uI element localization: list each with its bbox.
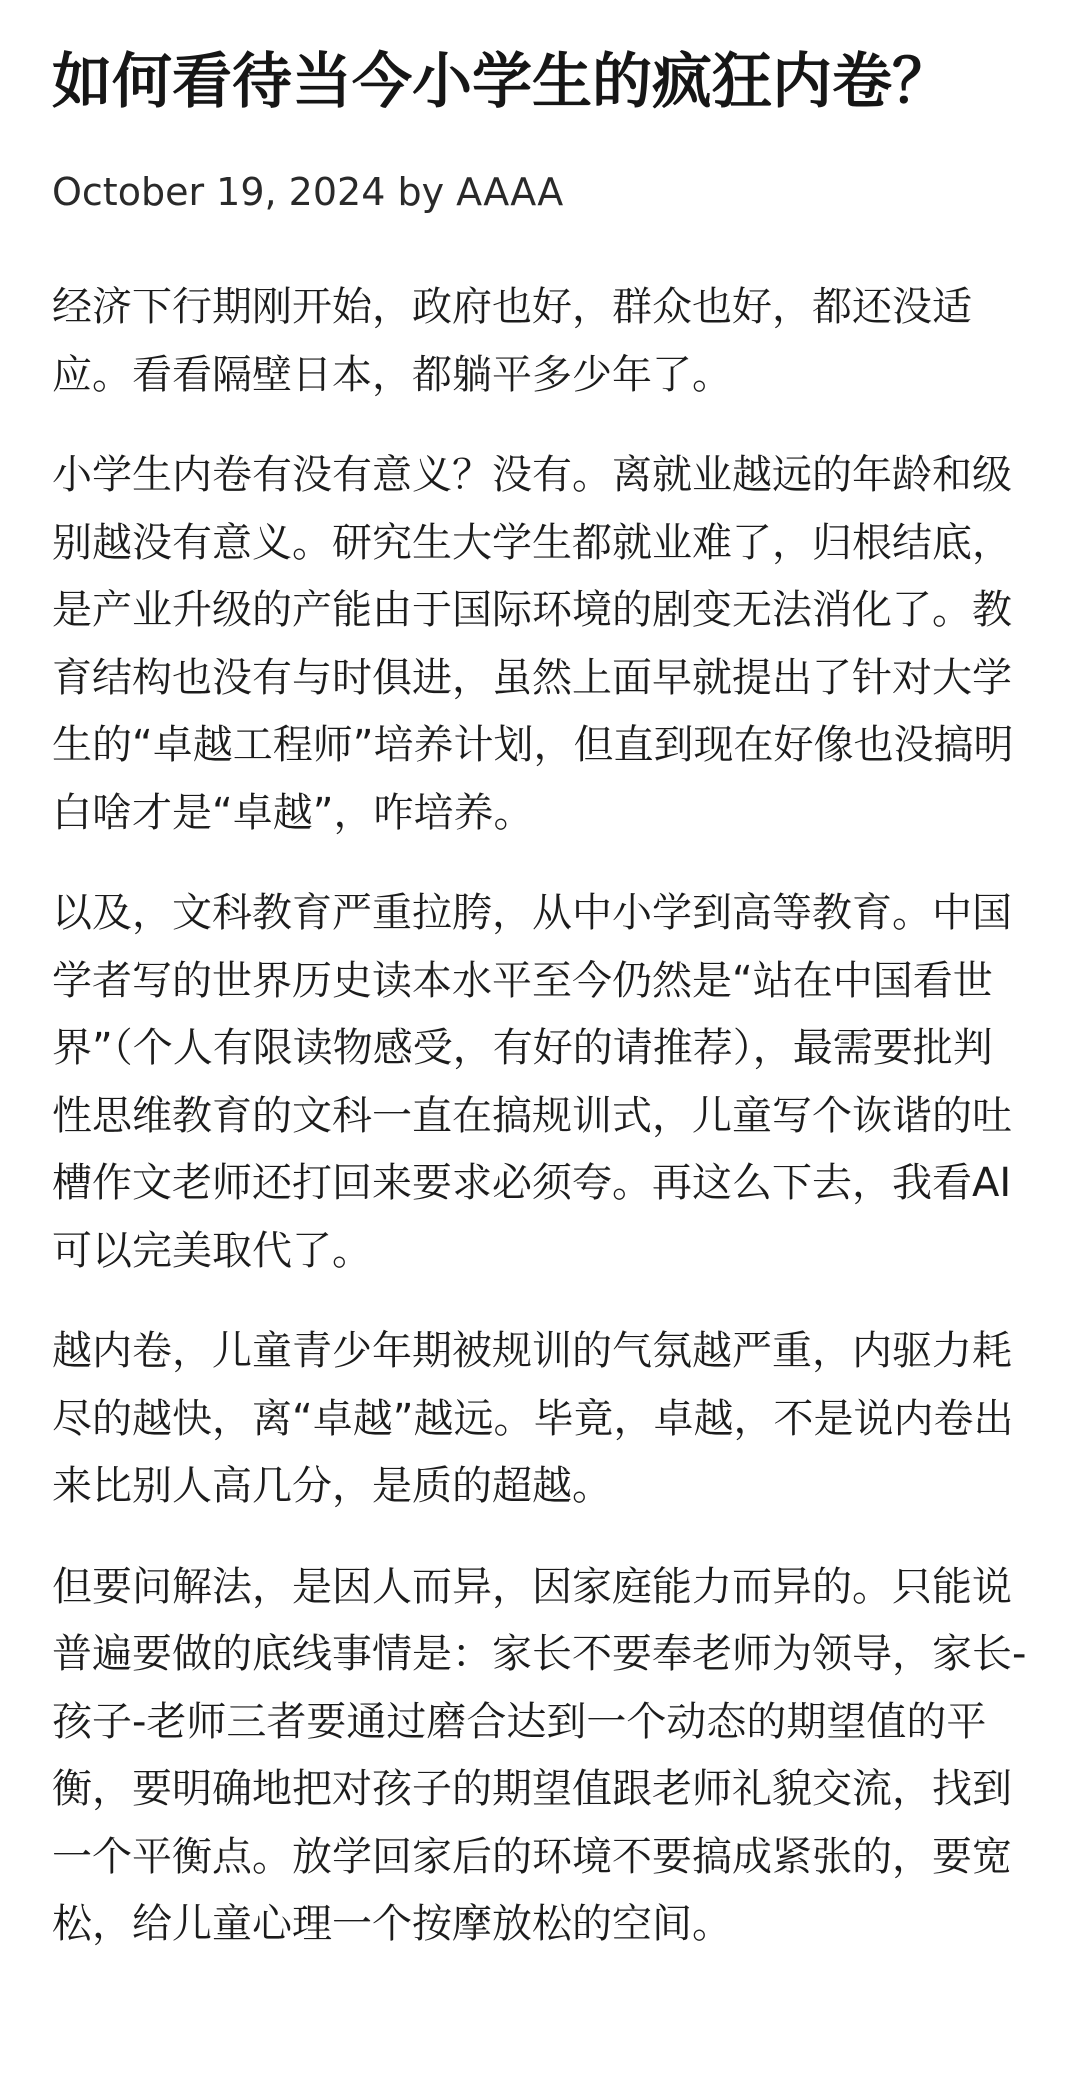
article-body xyxy=(52,274,1032,1959)
paragraph: 经济下行期刚开始，政府也好，群众也好，都还没适应。看看隔壁日本，都躺平多少年了。 xyxy=(52,284,972,398)
paragraph: 以及，文科教育严重拉胯，从中小学到高等教育。中国学者写的世界历史读本水平至今仍然是“站在中国看世界”（个人有限读物感受，有好的请推荐），最需要批判性思维教育的文科一直在搞规训式，儿童写个诙谐的吐槽作文老师还打回来要求必须夸。再这么下去，我看AI可以完美取代了。 xyxy=(52,890,1012,1274)
paragraph: 但要问解法，是因人而异，因家庭能力而异的。只能说普遍要做的底线事情是：家长不要奉老师为领导，家长-孩子-老师三者要通过磨合达到一个动态的期望值的平衡，要明确地把对孩子的期望值跟老师礼貌交流，找到一个平衡点。放学回家后的环境不要搞成紧张的，要宽松，给儿童心理一个按摩放松的空间。 xyxy=(52,1563,1027,1947)
paragraph: 小学生内卷有没有意义？没有。离就业越远的年龄和级别越没有意义。研究生大学生都就业难了，归根结底，是产业升级的产能由于国际环境的剧变无法消化了。教育结构也没有与时俱进，虽然上面早就提出了针对大学生的“卓越工程师”培养计划，但直到现在好像也没搞明白啥才是“卓越”，咋培养。 xyxy=(52,452,1014,836)
article-byline: October 19, 2024 by AAAA xyxy=(52,170,564,214)
paragraph: 越内卷，儿童青少年期被规训的气氛越严重，内驱力耗尽的越快，离“卓越”越远。毕竟，卓越，不是说内卷出来比别人高几分，是质的超越。 xyxy=(52,1328,1014,1509)
article-title: 如何看待当今小学生的疯狂内卷？ xyxy=(52,47,952,117)
article xyxy=(52,30,1032,1992)
